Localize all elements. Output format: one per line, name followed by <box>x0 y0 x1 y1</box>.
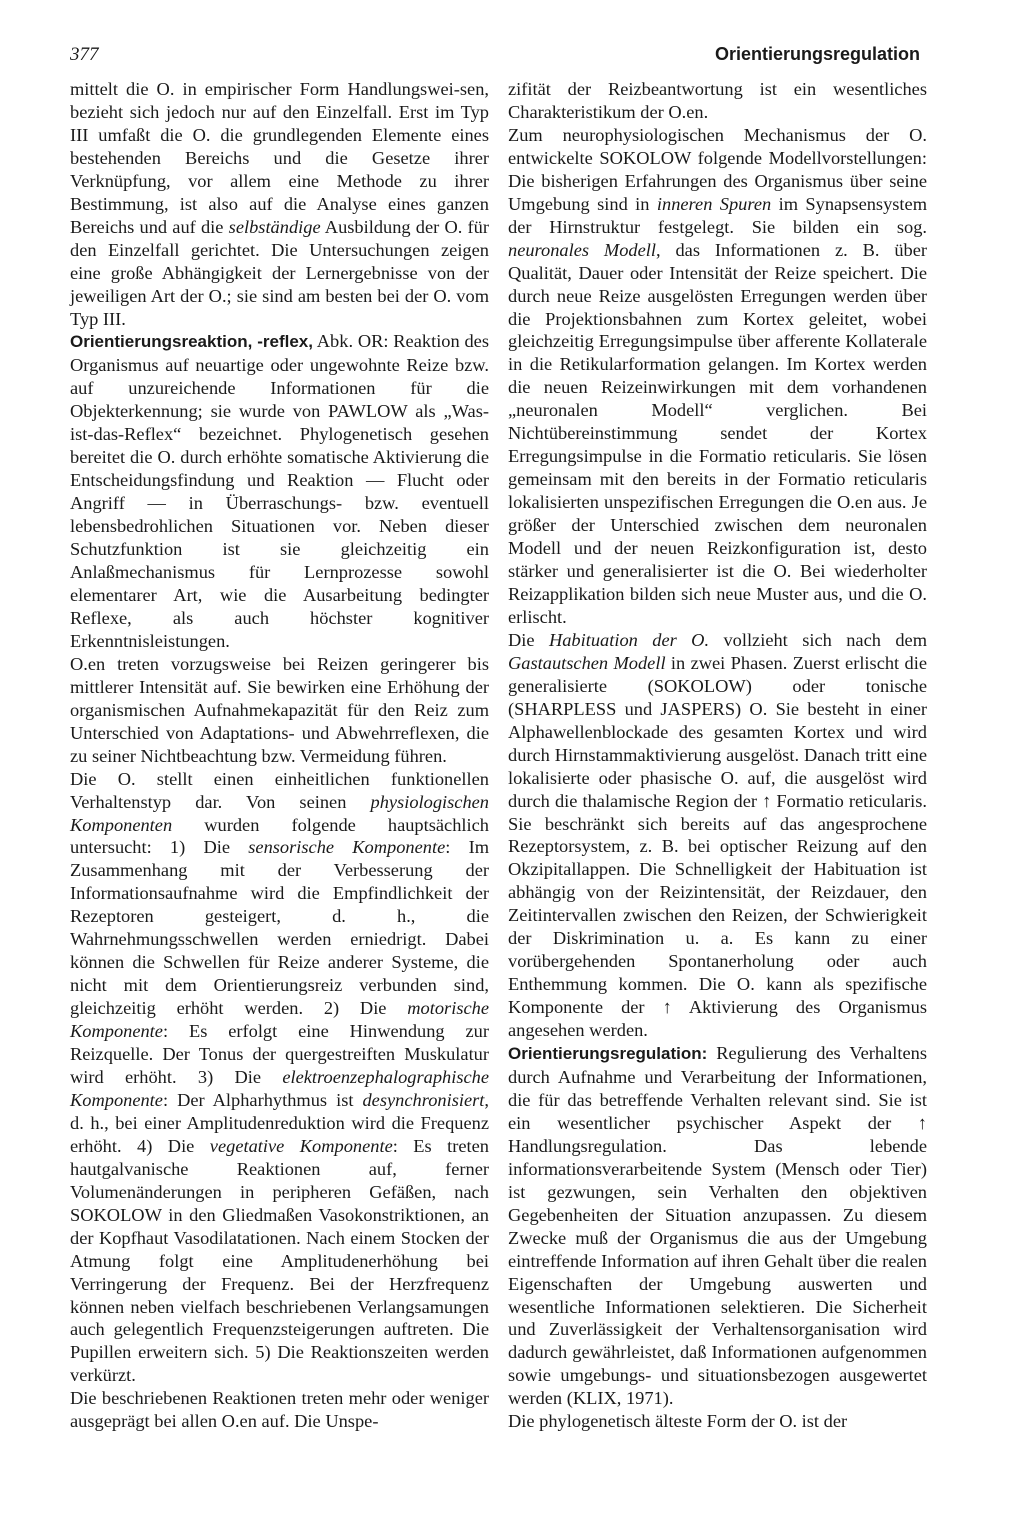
emphasis: motorische Komponente <box>70 998 489 1042</box>
paragraph <box>70 1387 489 1433</box>
emphasis: desynchronisiert <box>362 1089 485 1110</box>
text: Ausbildung der O. für den Einzelfall gerichtet. Die Untersuchungen zeigen eine große Abhängigkeit der Lernergebnisse von der jeweiligen Art der O.; sie sind am besten bei der O. vom Typ III. <box>70 216 489 329</box>
text: zifität der Reizbeantwortung ist ein wesentliches Charakteristikum der O.en. <box>508 79 927 122</box>
paragraph <box>508 1410 927 1433</box>
entry-lemma: Orientierungsregulation: <box>508 1044 708 1064</box>
emphasis: elektroenzephalographische Komponente <box>70 1066 489 1110</box>
text: Die beschriebenen Reaktionen treten mehr oder weniger ausgeprägt bei allen O.en auf. Die Unspe- <box>70 1388 489 1432</box>
emphasis: inneren Spuren <box>656 193 772 214</box>
text: Regulierung des Verhaltens durch Aufnahme und Verarbeitung der Informationen, die für das betreffende Verhalten relevant sind. Sie ist ein wesentlicher psychischer Aspekt der ↑ Handlungsregulation. Das lebende informationsverarbeitende System (Mensch oder Tier) ist gezwungen, sein Verhalten den objektiven Gegebenheiten der Situation anzupassen. Zu diesem Zwecke muß der Organismus die aus der Umgebung eintreffende Information auf ihren Gehalt über die realen Eigenschaften der Umgebung auswerten und wesentliche Informationen selektieren. Die Sicherheit und Zuverlässigkeit der Verhaltensorganisation wird dadurch gewährleistet, daß Informationen aufgenommen sowie umgebungs- und situationsbezogen ausgewertet werden (KLIX, 1971). <box>508 1043 927 1409</box>
text: Die phylogenetisch älteste Form der O. ist der <box>508 1411 848 1432</box>
text: O.en treten vorzugsweise bei Reizen geringerer bis mittlerer Intensität auf. Sie bewirken eine Erhöhung der organismischen Aufnahmekapazität für den Reiz zum Unterschied von Adaptations- und Abwehrreflexen, die zu seiner Nichtbeachtung bzw. Vermeidung führen. <box>70 653 489 766</box>
text: : Es erfolgt eine Hinwendung zur Reizquelle. Der Tonus der quergestreiften Muskulatur wird erhöht. 3) Die <box>70 1021 489 1087</box>
emphasis: physiologischen Komponenten <box>70 791 489 835</box>
right-column <box>508 78 927 1433</box>
text: mittelt die O. in empirischer Form Handlungswei-sen, bezieht sich jedoch nur auf den Einzelfall. Erst im Typ III umfaßt die O. die grundlegenden Elemente eines bestehenden Bereichs und die Gesetze ihrer Verknüpfung, vor allem eine Methode zu ihrer Bestimmung, ist also auf die Analyse eines ganzen Bereichs und auf die <box>70 79 489 237</box>
text: , das Informationen z. B. über Qualität, Dauer oder Intensität der Reize speichert. Die durch neue Reize ausgelösten Erregungen werden über die Projektionsbahnen zum Kortex geleitet, wobei gleichzeitig Erregungsimpulse über afferente Kollaterale in die Retikularformation gelangen. Im Kortex werden die neuen Reizeinwirkungen mit dem vorhandenen „neuronalen Modell“ verglichen. Bei Nichtübereinstimmung sendet der Kortex Erregungsimpulse in die Formatio reticularis. Sie lösen gemeinsam mit den bereits in der Formatio reticularis lokalisierten unspezifischen Erregungen die O.en aus. Je größer der Unterschied zwischen dem neuronalen Modell und der neuen Reizkonfiguration ist, desto stärker und generalisierter ist die O. Bei wiederholter Reizapplikation bilden sich neue Muster aus, und die O. erlischt. <box>508 239 927 627</box>
text: Zum neurophysiologischen Mechanismus der O. entwickelte SOKOLOW folgende Modellvorstellungen: Die bisherigen Erfahrungen des Organismus über seine Umgebung sind in <box>508 124 927 214</box>
emphasis: Gastautschen Modell <box>508 652 666 673</box>
paragraph <box>70 78 489 330</box>
paragraph <box>508 78 927 124</box>
emphasis: vegetative Komponente <box>209 1135 393 1156</box>
entry-lemma: Orientierungsreaktion, -reflex, <box>70 332 313 352</box>
emphasis: neuronales Modell <box>508 239 657 260</box>
paragraph <box>70 768 489 1388</box>
text: : Im Zusammenhang mit der Verbesserung der Informationsaufnahme wird die Empfindlichkeit der Rezeptoren gesteigert, d. h., die Wahrnehmungsschwellen werden erniedrigt. Dabei können die Schwellen für Reize anderer Systeme, die nicht mit dem Orientierungsreiz verbunden sind, gleichzeitig erhöht werden. 2) Die <box>70 837 490 1019</box>
text: im Synapsensystem der Hirnstruktur festgelegt. Sie bilden ein sog. <box>508 193 928 237</box>
paragraph <box>508 629 927 1042</box>
text: : Der Alpharhythmus ist <box>162 1089 363 1110</box>
entry-orientierungsregulation <box>508 1042 927 1410</box>
left-column <box>70 78 489 1433</box>
text: wurden folgende hauptsächlich untersucht: 1) Die <box>70 814 489 858</box>
text: , d. h., bei einer Amplitudenreduktion wird die Frequenz erhöht. 4) Die <box>70 1089 489 1156</box>
text: in zwei Phasen. Zuerst erlischt die generalisierte (SOKOLOW) oder tonische (SHARPLESS und JASPERS) O. Sie besteht in einer Alphawellenblockade des gesamten Kortex und wird durch Hirnstammaktivierung ausgelöst. Danach tritt eine lokalisierte oder phasische O. auf, die ausgelöst wird durch die thalamische Region der ↑ Formatio reticularis. Sie beschränkt sich bereits auf das angesprochene Rezeptorsystem, z. B. bei optischer Reizung auf den Okzipitallappen. Die Schnelligkeit der Habituation ist abhängig von der Reizintensität, der Reizdauer, den Zeitintervallen zwischen den Reizen, der Schwierigkeit der Diskrimination u. a. Es kann zu einer vorübergehenden Spontanerholung oder auch Enthemmung kommen. Die O. kann als spezifische Komponente der ↑ Aktivierung des Organismus angesehen werden. <box>508 652 927 1041</box>
text: Die O. stellt einen einheitlichen funktionellen Verhaltenstyp dar. Von seinen <box>70 768 489 812</box>
entry-orientierungsreaktion <box>70 330 489 652</box>
text: : Es treten hautgalvanische Reaktionen auf, ferner Volumenänderungen in peripheren Gefäßen, nach SOKOLOW in den Gliedmaßen Vasokonstriktionen, an der Kopfhaut Vasodilatationen. Nach einem Stocken der Atmung folgt eine Amplitudenerhöhung bei Verringerung der Frequenz. Bei der Herzfrequenz können neben vielfach beschriebenen Verlangsamungen auch gelegentlich Frequenzsteigerungen auftreten. Die Pupillen erweitern sich. 5) Die Reaktionszeiten werden verkürzt. <box>70 1135 490 1386</box>
running-head: Orientierungsregulation <box>714 44 920 64</box>
emphasis: sensorische Komponente <box>248 837 446 858</box>
page-number: 377 <box>70 44 99 65</box>
emphasis: Habituation der O. <box>548 629 710 650</box>
text: Die <box>508 629 549 650</box>
paragraph <box>508 124 927 629</box>
text: Abk. OR: Reaktion des Organismus auf neuartige oder ungewohnte Reize bzw. auf unzureichende Informationen für die Objekterkennung; sie wurde von PAWLOW als „Was-ist-das-Reflex“ bezeichnet. Phylogenetisch gesehen bereitet die O. durch erhöhte somatische Aktivierung die Entscheidungsfindung und Reaktion — Flucht oder Angriff — in Überraschungs- bzw. eventuell lebensbedrohlichen Situationen vor. Neben dieser Schutzfunktion ist sie gleichzeitig ein Anlaßmechanismus für Lernprozesse sowohl elementarer Art, wie die Ausarbeitung bedingter Reflexe, als auch höchster kognitiver Erkenntnisleistungen. <box>70 331 490 651</box>
emphasis: selbständige <box>228 216 321 237</box>
text: vollzieht sich nach dem <box>709 629 927 650</box>
paragraph <box>70 653 489 768</box>
